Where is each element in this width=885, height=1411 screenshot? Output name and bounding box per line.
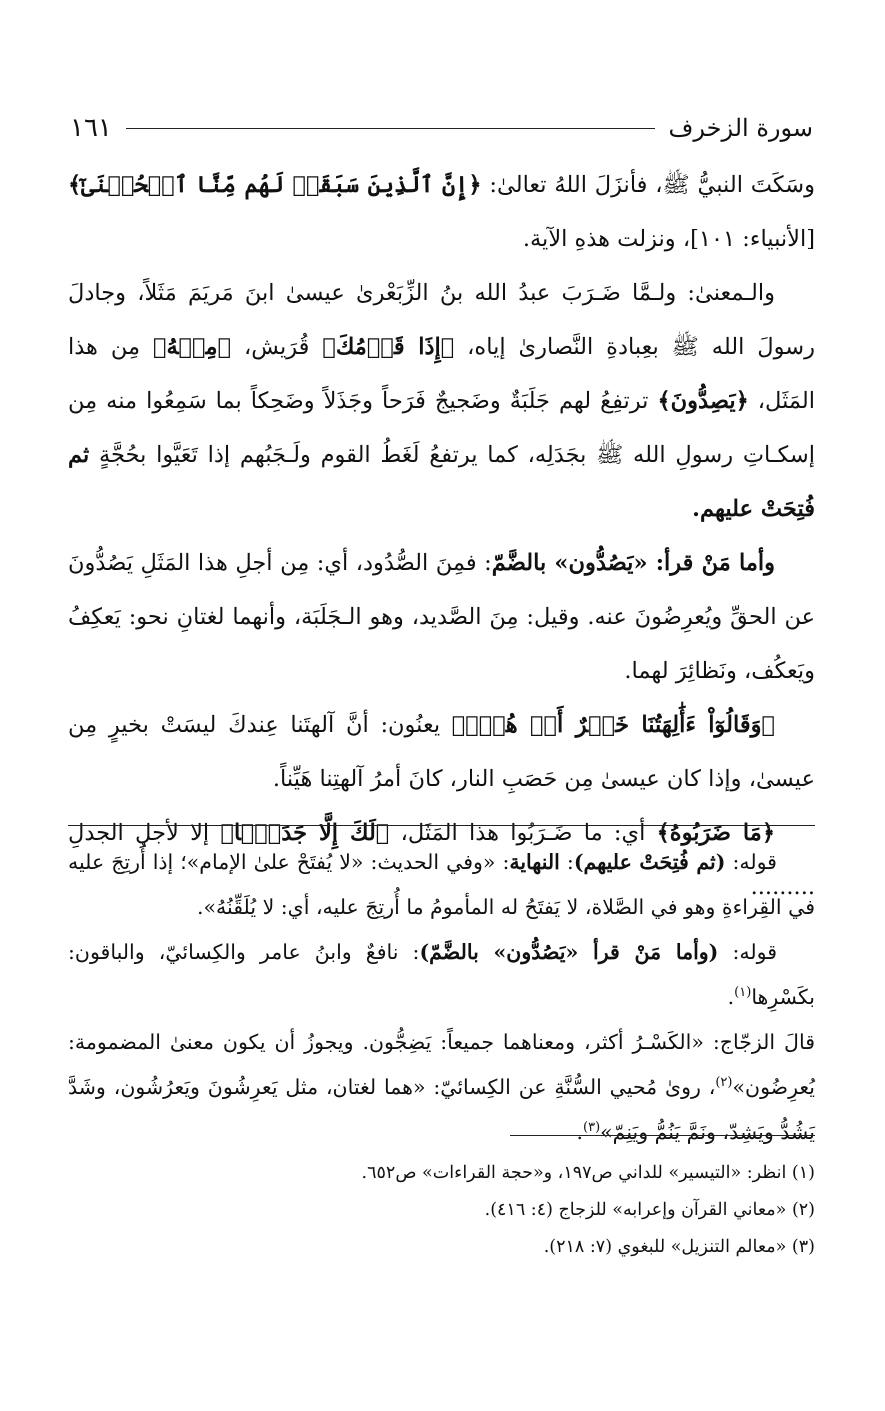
quran-verse: ﴿وَقَالُوٓاْ ءَأَٰلِهَتُنَا خَيۡرٌ أَمۡ هُوَۚ﴾: [451, 712, 775, 738]
commentary-paragraph-3: قالَ الزجّاج: «الكَسْـرُ أكثر، ومعناهما جميعاً: يَضِجُّون. ويجوزُ أن يكون معنىٰ المضمومة: يُعرِضُون»$^{(٢)}$، رویٰ مُحيي السُّنَّةِ عن الكِسائيّ: «هما لغتان، مثل يَعرِشُونَ ويَعرُشُون، وشَدَّ يَشُدُّ ويَشِدّ، ونَمَّ يَنُمُّ ويَنِمّ»$^{(٣)}$.: [68, 1030, 815, 1144]
footnotes: [68, 1155, 815, 1266]
quran-word: ﴿يَصِدُّونَ﴾: [657, 388, 749, 414]
main-paragraph-3: وأما مَنْ قرأ: «يَصُدُّون» بالضَّمّ: فمِنَ الصُّدُود، أي: مِن أجلِ هذا المَثَلِ يَصُدُّونَ عن الحقِّ ويُعرِضُونَ عنه. وقيل: مِنَ الصَّديد، وهو الـجَلَبَة، وأنهما لغتانِ نحو: يَعكِفُ ويَعكُف، ونَظائِرَ لهما.: [68, 550, 815, 684]
main-paragraph-5: ﴿مَا ضَرَبُوهُ﴾ أي: ما ضَـرَبُوا هذا المَثَل، ﴿لَكَ إِلَّا جَدَلَۢا﴾ إلا لأجلِ الجدلِ .........: [68, 820, 815, 900]
main-paragraph-4: ﴿وَقَالُوٓاْ ءَأَٰلِهَتُنَا خَيۡرٌ أَمۡ هُوَۚ﴾ يعنُون: أنَّ آلهتَنا عِندكَ ليسَتْ بخيرٍ مِن عيسىٰ، وإذا كان عيسىٰ مِن حَصَبِ النار، كانَ أمرُ آلهتِنا هَيِّناً.: [68, 712, 815, 792]
page-number: ١٦١: [70, 113, 112, 143]
bold-phrase: ثم فُتِحَتْ عليهم.: [68, 442, 815, 522]
footnote-ref: (٢): [715, 1075, 733, 1091]
footnote-rule: [510, 1135, 815, 1136]
main-text: [68, 158, 815, 914]
footnote-1: (١) انظر: «التيسير» للداني ص١٩٧، و«حجة القراءات» ص٦٥٢.: [361, 1163, 815, 1183]
quran-word: ﴿مِنۡهُ﴾: [152, 334, 232, 360]
section-divider: [68, 825, 815, 826]
quran-word: ﴿إِذَا قَوۡمُكَ﴾: [322, 334, 455, 360]
footnote-ref: (١): [734, 985, 752, 1001]
commentary-paragraph-2: قوله: (وأما مَنْ قرأ «يَصُدُّون» بالضَّمّ): نافعٌ وابنُ عامر والكِسائيّ، والباقون: بكَسْرِها$^{(١)}$.: [68, 940, 815, 1009]
footnote-ref: (٣): [583, 1120, 601, 1136]
commentary-paragraph-1: قوله: (ثم فُتِحَتْ عليهم): النهاية: «وفي الحديث: «لا يُفتَحْ علىٰ الإمام»؛ إذا أُرتِجَ عليه في القِراءةِ وهو في الصَّلاة، لا يَفتَحُ له المأمومُ ما أُرتِجَ عليه، أي: لا يُلَقِّنُهُ».: [68, 850, 815, 919]
quran-word: ﴿مَا ضَرَبُوهُ﴾: [656, 820, 776, 846]
main-paragraph-1: وسَكَتَ النبيُّ ﷺ، فأنزَلَ اللهُ تعالىٰ: ﴿إِنَّ ٱلَّذِينَ سَبَقَتۡ لَهُم مِّنَّا ٱلۡحُسۡنَىٰٓ﴾ [الأنبياء: ١٠١]، ونزلت هذهِ الآية.: [68, 172, 816, 252]
running-head: [70, 108, 813, 148]
footnote-3: (٣) «معالم التنزيل» للبغوي (٧: ٢١٨).: [543, 1237, 815, 1257]
main-paragraph-2: والـمعنىٰ: ولـمَّا ضَـرَبَ عبدُ الله بنُ الزِّبَعْرىٰ عيسىٰ ابنَ مَريَمَ مَثَلاً، وجادلَ رسولَ الله ﷺ بعِبادةِ النَّصارىٰ إياه، ﴿إِذَا قَوۡمُكَ﴾ قُرَيش، ﴿مِنۡهُ﴾ مِن هذا المَثَل، ﴿يَصِدُّونَ﴾ ترتفِعُ لهم جَلَبَةٌ وضَجيجٌ فَرَحاً وجَذَلاً وضَحِكاً بما سَمِعُوا منه مِن إسكـاتِ رسولِ الله ﷺ بجَدَلِه، كما يرتفعُ لَغَطُ القوم ولَـجَبُهم إذا تَعَيَّوا بحُجَّةٍ ثم فُتِحَتْ عليهم.: [68, 280, 816, 522]
quran-verse: ﴿إِنَّ ٱلَّذِينَ سَبَقَتۡ لَهُم مِّنَّا ٱلۡحُسۡنَىٰٓ﴾: [68, 172, 482, 198]
bold-phrase: وأما مَنْ قرأ: «يَصُدُّون» بالضَّمّ: [491, 550, 775, 576]
commentary: [68, 840, 815, 1155]
header-rule: [126, 128, 655, 129]
quran-word: ﴿لَكَ إِلَّا جَدَلَۢا﴾: [220, 820, 390, 846]
footnote-2: (٢) «معاني القرآن وإعرابه» للزجاج (٤: ٤١٦).: [484, 1200, 815, 1220]
surah-title: سورة الزخرف: [668, 114, 813, 142]
